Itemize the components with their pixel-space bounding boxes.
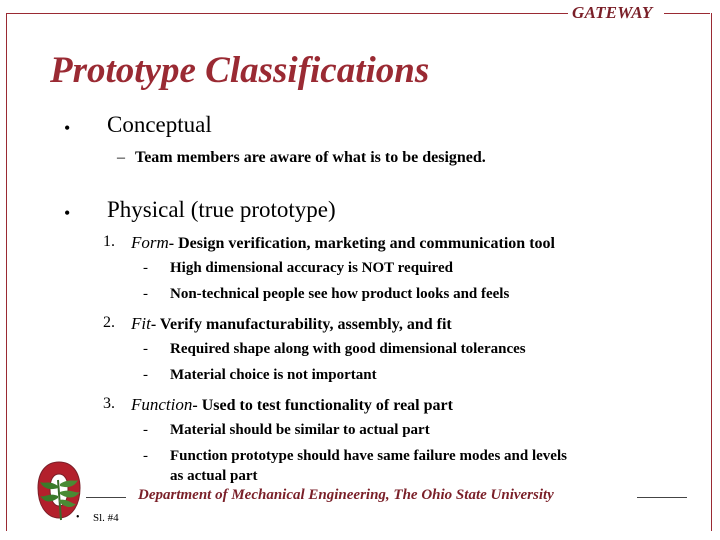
item-point: Non-technical people see how product looks and feels (170, 286, 510, 302)
item-description: Used to test functionality of real part (201, 397, 453, 414)
item-point: Material should be similar to actual part (170, 422, 430, 438)
item-number: 3. (103, 395, 115, 412)
item-point: Material choice is not important (170, 367, 377, 383)
item-heading (131, 395, 453, 415)
conceptual-heading: Conceptual (107, 112, 212, 137)
slide-title: Prototype Classifications (50, 50, 430, 91)
item-point: High dimensional accuracy is NOT required (170, 260, 453, 276)
item-heading (131, 314, 452, 334)
footer-department: Department of Mechanical Engineering, The Ohio State University (138, 487, 554, 503)
item-number: 2. (103, 314, 115, 331)
item-separator: - (150, 316, 157, 333)
dash-icon: - (143, 286, 148, 302)
item-description: Verify manufacturability, assembly, and fit (159, 316, 452, 333)
footer-rule-right (637, 497, 687, 498)
gateway-brand: GATEWAY (572, 3, 653, 22)
item-heading (131, 233, 555, 253)
conceptual-point: Team members are aware of what is to be designed. (135, 149, 486, 166)
physical-heading: Physical (true prototype) (107, 197, 336, 222)
dash-icon: – (117, 149, 125, 166)
item-point: Required shape along with good dimensional tolerances (170, 341, 526, 357)
footer-bullet: • (76, 512, 80, 523)
bullet-icon: • (64, 203, 71, 223)
dash-icon: - (143, 341, 148, 357)
dash-icon: - (143, 367, 148, 383)
dash-icon: - (143, 260, 148, 276)
item-name: Form (131, 233, 169, 252)
header-rule-left (6, 13, 568, 14)
item-number: 1. (103, 233, 115, 250)
item-point-continuation: as actual part (170, 468, 258, 484)
item-name: Fit (131, 314, 151, 333)
item-separator: - (192, 397, 198, 414)
bullet-icon: • (64, 118, 71, 138)
item-point: Function prototype should have same failure modes and levels (170, 448, 567, 464)
header-rule-right (664, 13, 710, 14)
item-description: Design verification, marketing and communication tool (178, 235, 555, 252)
dash-icon: - (143, 422, 148, 438)
item-name: Function (131, 395, 193, 414)
slide-number: Sl. #4 (93, 512, 119, 524)
footer-rule-left (86, 497, 126, 498)
dash-icon: - (143, 448, 148, 464)
item-separator: - (168, 235, 175, 252)
